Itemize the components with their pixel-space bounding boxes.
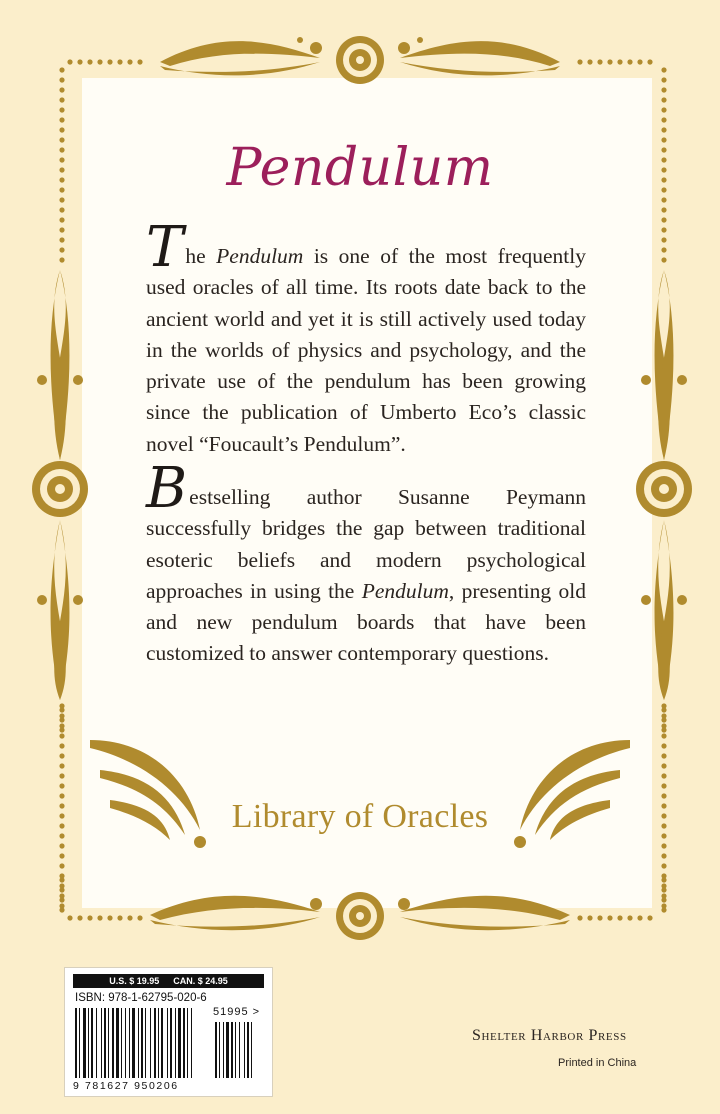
book-title: Pendulum (226, 138, 494, 198)
publisher-name: Shelter Harbor Press (472, 1027, 627, 1044)
top-rosette-ornament-icon (160, 36, 560, 84)
drop-cap: T (146, 215, 184, 280)
barcode-panel (64, 967, 273, 1097)
series-name: Library of Oracles (231, 798, 489, 835)
price-can: CAN. $ 24.95 (173, 976, 228, 986)
right-side-ornament-icon (636, 270, 692, 700)
description-paragraph-1: The Pendulum is one of the most frequently used oracles of all time. Its roots date back to the ancient world and yet it is still actively used today in the worlds of physics and psychology, and the private use of the pendulum has been growing since the publication of Umberto Eco’s classic novel “Foucault’s Pendulum”. (146, 215, 587, 456)
price-us: U.S. $ 19.95 (109, 976, 160, 986)
barcode-icon (75, 1008, 265, 1080)
price-bar (73, 974, 264, 988)
isbn-label: ISBN: 978-1-62795-020-6 (75, 992, 207, 1004)
left-side-ornament-icon (32, 270, 88, 700)
description-paragraph-2: Bestselling author Susanne Peymann successfully bridges the gap between traditional esoteric beliefs and modern psychological approaches in using the Pendulum, presenting old and new pendulum boards that have been customized to answer contemporary questions. (146, 456, 586, 666)
barcode-digits: 9 781627 950206 (73, 1080, 179, 1092)
printed-in: Printed in China (558, 1057, 637, 1069)
drop-cap: B (146, 456, 188, 521)
bottom-rosette-ornament-icon (150, 892, 570, 940)
barcode-addon: 51995 > (213, 1006, 261, 1018)
